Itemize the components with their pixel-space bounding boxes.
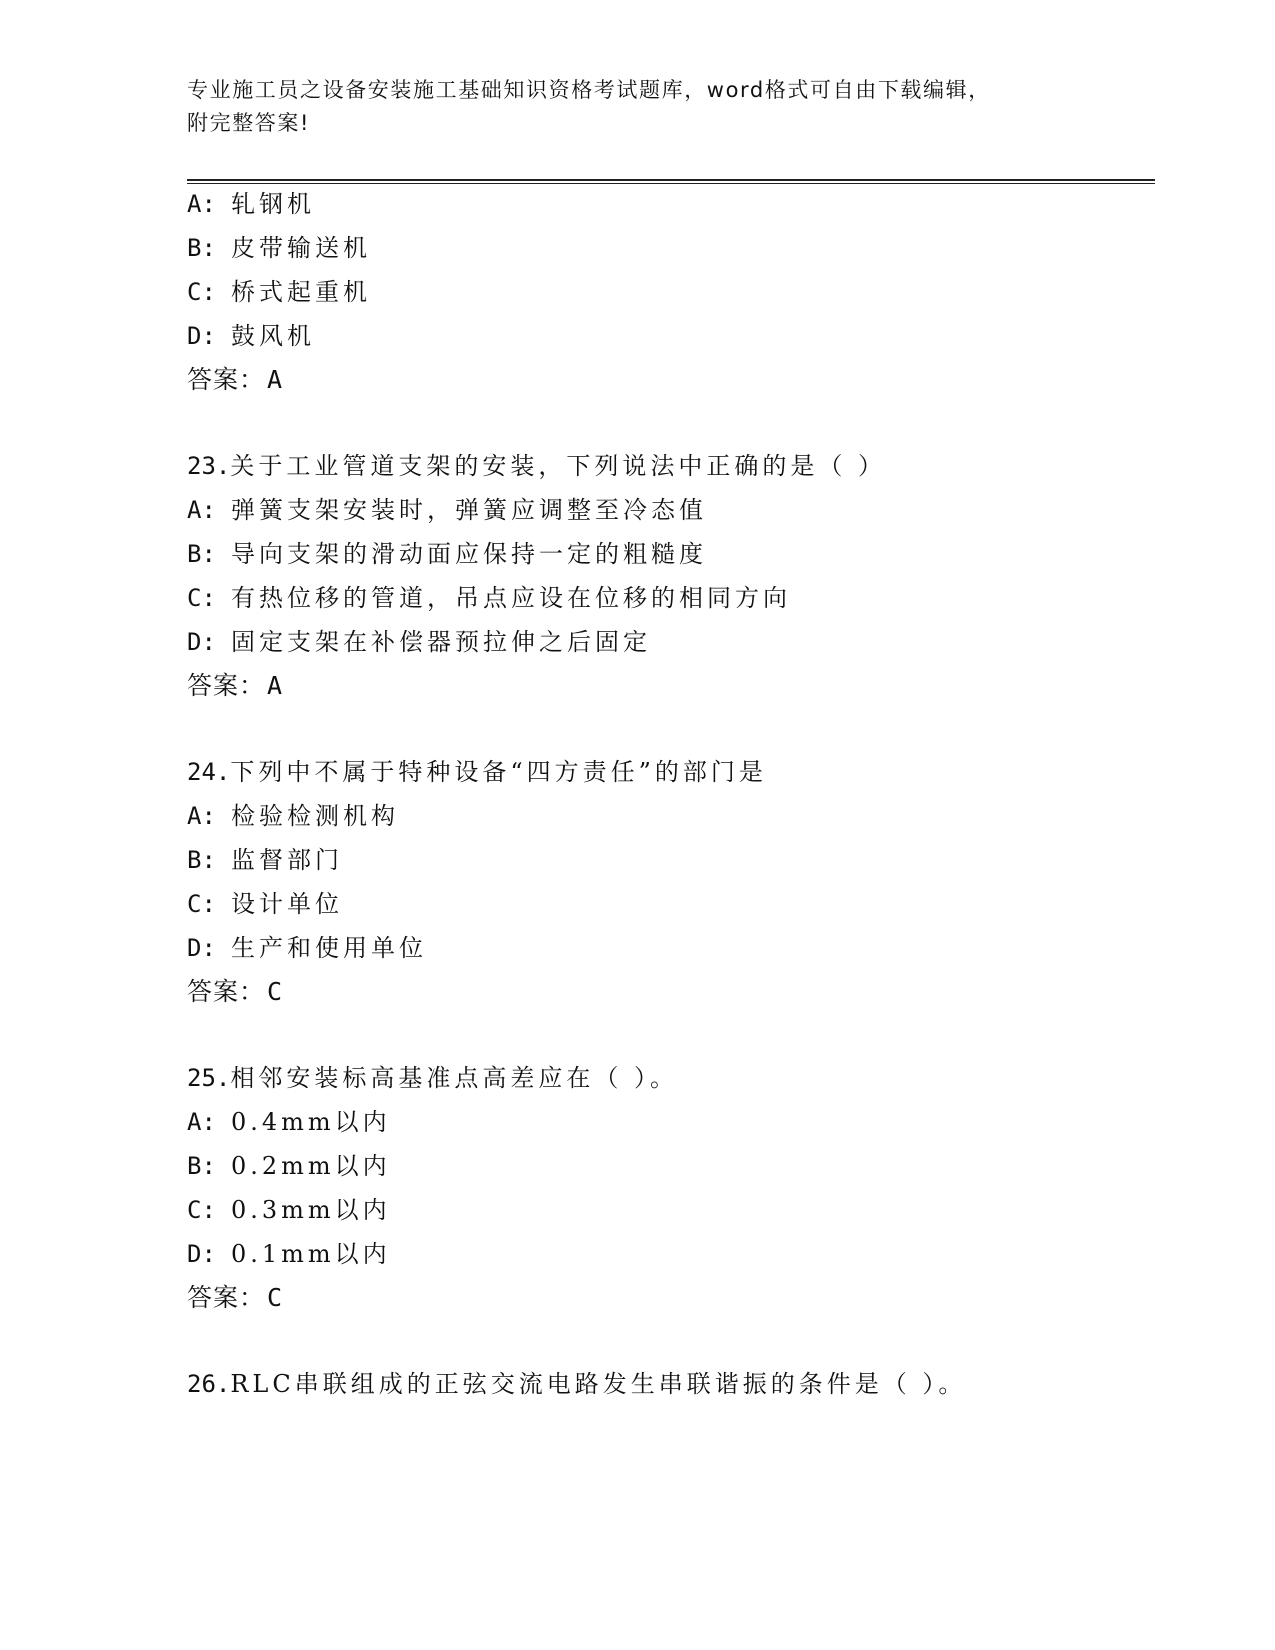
option-d	[187, 933, 427, 963]
option-d	[187, 1239, 391, 1269]
option-text: 弹簧支架安装时，弹簧应调整至冷态值	[231, 496, 707, 524]
option-prefix: B:	[187, 540, 216, 568]
option-prefix: C:	[187, 584, 216, 612]
option-text: 设计单位	[231, 890, 343, 918]
option-b	[187, 845, 343, 875]
option-text: 0.2mm以内	[231, 1152, 391, 1180]
option-c	[187, 1195, 391, 1225]
option-text: 轧钢机	[231, 190, 315, 218]
answer-value: C	[267, 977, 284, 1006]
header-line-2: 附完整答案!	[187, 111, 311, 135]
option-prefix: B:	[187, 1152, 216, 1180]
option-text: 固定支架在补偿器预拉伸之后固定	[231, 628, 651, 656]
option-prefix: B:	[187, 846, 216, 874]
option-text: 皮带输送机	[231, 234, 371, 262]
answer-line	[187, 671, 283, 701]
question-title	[187, 451, 886, 481]
question-text: 下列中不属于特种设备“四方责任”的部门是	[230, 758, 767, 786]
question-number: 24.	[187, 758, 231, 786]
option-prefix: B:	[187, 234, 216, 262]
option-d	[187, 321, 315, 351]
option-text: 桥式起重机	[231, 278, 371, 306]
answer-value: A	[267, 671, 284, 700]
option-text: 检验检测机构	[231, 802, 399, 830]
option-c	[187, 277, 371, 307]
option-text: 监督部门	[231, 846, 343, 874]
question-text: RLC串联组成的正弦交流电路发生串联谐振的条件是（ ）。	[230, 1370, 967, 1398]
question-number: 26.	[187, 1370, 231, 1398]
option-b	[187, 1151, 391, 1181]
option-a	[187, 189, 315, 219]
question-text: 相邻安装标高基准点高差应在（ ）。	[230, 1064, 678, 1092]
option-text: 0.4mm以内	[231, 1108, 391, 1136]
option-c	[187, 889, 343, 919]
option-prefix: D:	[187, 1240, 216, 1268]
option-prefix: C:	[187, 890, 216, 918]
answer-label: 答案：	[187, 1283, 266, 1312]
document-header	[187, 74, 1067, 140]
option-text: 0.3mm以内	[231, 1196, 391, 1224]
option-d	[187, 627, 651, 657]
question-title	[187, 757, 767, 787]
header-line-1: 专业施工员之设备安装施工基础知识资格考试题库，word格式可自由下载编辑，	[187, 78, 991, 102]
answer-line	[187, 977, 283, 1007]
header-divider-bottom	[187, 183, 1155, 184]
option-prefix: A:	[187, 1108, 216, 1136]
option-a	[187, 495, 707, 525]
question-title	[187, 1369, 966, 1399]
option-b	[187, 233, 371, 263]
option-text: 鼓风机	[231, 322, 315, 350]
answer-line	[187, 365, 283, 395]
answer-label: 答案：	[187, 671, 266, 700]
option-prefix: C:	[187, 278, 216, 306]
option-text: 0.1mm以内	[231, 1240, 391, 1268]
answer-value: C	[267, 1283, 284, 1312]
answer-label: 答案：	[187, 977, 266, 1006]
question-number: 23.	[187, 452, 231, 480]
answer-label: 答案：	[187, 365, 266, 394]
question-text: 关于工业管道支架的安装，下列说法中正确的是（ ）	[230, 452, 886, 480]
option-a	[187, 801, 399, 831]
question-title	[187, 1063, 678, 1093]
option-prefix: D:	[187, 934, 216, 962]
answer-line	[187, 1283, 283, 1313]
option-prefix: A:	[187, 496, 216, 524]
option-prefix: D:	[187, 628, 216, 656]
option-b	[187, 539, 707, 569]
option-a	[187, 1107, 391, 1137]
option-text: 有热位移的管道，吊点应设在位移的相同方向	[231, 584, 791, 612]
option-prefix: A:	[187, 190, 216, 218]
option-text: 生产和使用单位	[231, 934, 427, 962]
header-divider-top	[187, 179, 1155, 181]
question-number: 25.	[187, 1064, 231, 1092]
answer-value: A	[267, 365, 284, 394]
option-prefix: C:	[187, 1196, 216, 1224]
option-text: 导向支架的滑动面应保持一定的粗糙度	[231, 540, 707, 568]
option-prefix: A:	[187, 802, 216, 830]
option-c	[187, 583, 791, 613]
option-prefix: D:	[187, 322, 216, 350]
